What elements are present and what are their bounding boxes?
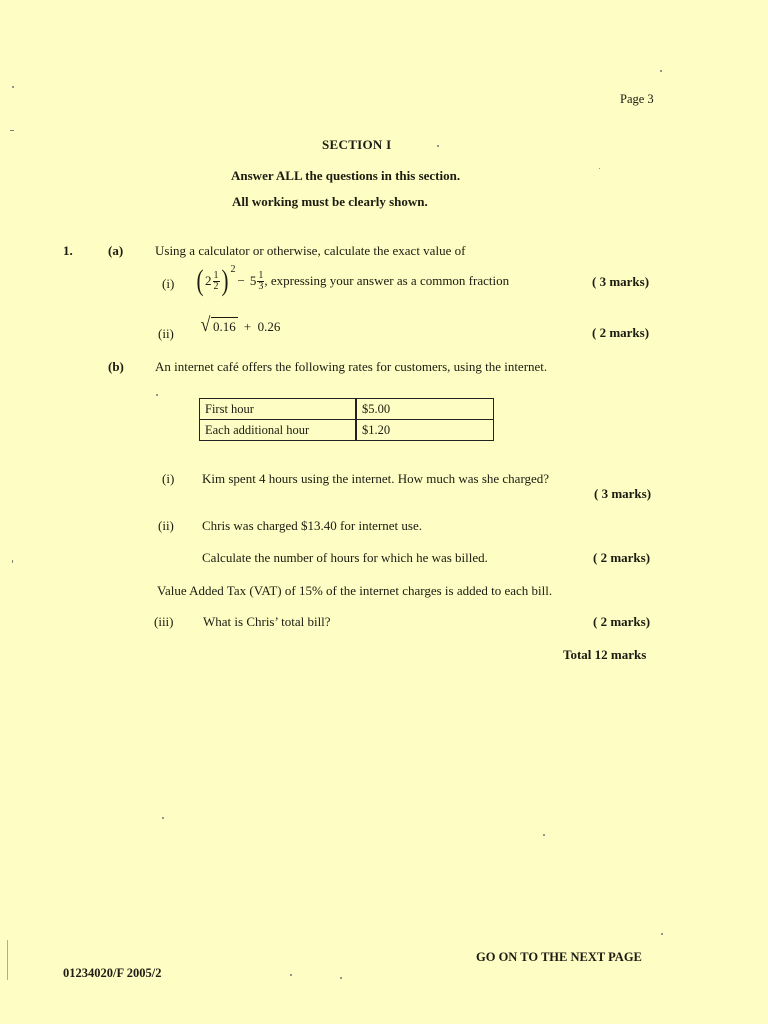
part-b-i-label: (i) (162, 471, 175, 486)
part-b-i-marks: ( 3 marks) (594, 486, 652, 501)
part-a-i-label: (i) (162, 276, 175, 291)
part-a-prompt: Using a calculator or otherwise, calculate the exact value of (155, 243, 466, 258)
table-cell-rate: $5.00 (356, 399, 494, 420)
rates-table (199, 398, 494, 441)
mixed-number-5-1-3 (250, 271, 265, 292)
scan-speck (162, 817, 164, 819)
mixed-whole-2: 5 (249, 273, 257, 288)
scan-speck (437, 145, 439, 147)
table-row (200, 420, 494, 441)
part-a-i-text: , expressing your answer as a common fraction (264, 273, 510, 288)
scan-speck (340, 977, 342, 979)
scan-speck (543, 834, 545, 836)
exponent: 2 (230, 264, 236, 275)
part-b-iii-text: What is Chris’ total bill? (203, 614, 331, 629)
question-number: 1. (63, 243, 73, 258)
part-a-ii-marks: ( 2 marks) (592, 325, 650, 340)
section-instruction-1: Answer ALL the questions in this section. (231, 168, 461, 183)
scan-speck (660, 70, 662, 72)
section-title: SECTION I (322, 137, 392, 152)
part-a-i-marks: ( 3 marks) (592, 274, 650, 289)
scan-speck (10, 130, 14, 131)
table-row (200, 399, 494, 420)
table-cell-label: First hour (200, 399, 357, 420)
fraction-numerator-2: 1 (258, 269, 264, 281)
fraction-one-third (257, 271, 264, 292)
part-b-i-text: Kim spent 4 hours using the internet. How much was she charged? (202, 471, 550, 486)
table-cell-rate: $1.20 (356, 420, 494, 441)
fraction-numerator: 1 (213, 269, 219, 281)
fraction-denominator-2: 3 (258, 280, 264, 292)
mixed-whole: 2 (205, 273, 212, 288)
part-b-ii-label: (ii) (158, 518, 174, 533)
scan-speck (12, 86, 14, 88)
part-b-iii-label: (iii) (154, 614, 174, 629)
part-b-prompt: An internet café offers the following rates for customers, using the internet. (155, 359, 548, 374)
bracket-open: ( (196, 264, 204, 297)
scan-speck (661, 933, 663, 935)
fraction-one-half (213, 271, 220, 292)
part-a-label: (a) (108, 243, 124, 258)
scan-speck (156, 394, 158, 396)
expression-a-i (195, 266, 509, 296)
part-b-ii-marks: ( 2 marks) (593, 550, 651, 565)
fraction-denominator: 2 (213, 280, 219, 292)
part-b-ii-text: Chris was charged $13.40 for internet use. (202, 518, 422, 533)
part-b-label: (b) (108, 359, 124, 374)
bracket-close: ) (221, 264, 228, 297)
scan-speck (7, 940, 8, 980)
expression-a-ii (200, 316, 280, 334)
part-b-iii-marks: ( 2 marks) (593, 614, 651, 629)
scan-speck (290, 974, 292, 976)
scan-speck (12, 560, 13, 563)
paper-code: 01234020/F 2005/2 (63, 966, 162, 980)
minus-sign: − (237, 273, 245, 288)
vat-note: Value Added Tax (VAT) of 15% of the internet charges is added to each bill. (157, 583, 553, 598)
next-page-note: GO ON TO THE NEXT PAGE (476, 950, 642, 964)
total-marks: Total 12 marks (563, 647, 647, 662)
radicand: 0.16 (212, 319, 236, 334)
part-a-ii-rest: + 0.26 (243, 319, 281, 334)
section-instruction-2: All working must be clearly shown. (232, 194, 428, 209)
table-cell-label: Each additional hour (200, 420, 357, 441)
mixed-number-2-1-2 (205, 271, 220, 292)
part-b-ii-text-2: Calculate the number of hours for which he was billed. (202, 550, 488, 565)
part-a-ii-label: (ii) (158, 326, 174, 341)
scan-speck (599, 168, 600, 169)
square-root-sign: √ (200, 314, 211, 336)
page-number: Page 3 (620, 92, 654, 106)
